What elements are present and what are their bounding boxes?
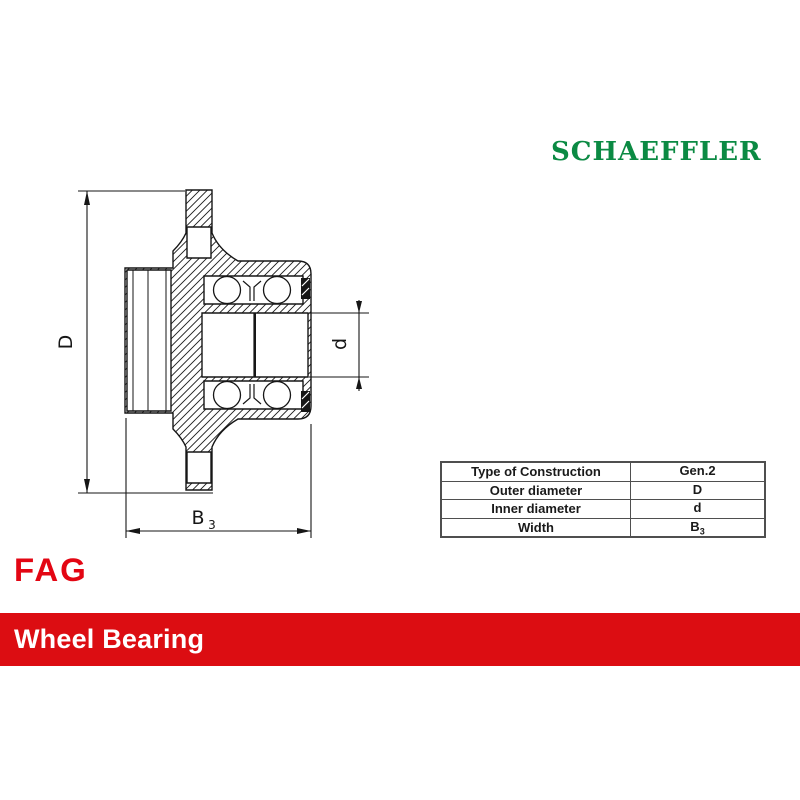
bore-joint-line: [253, 314, 256, 377]
schaeffler-logo: SCHAEFFLER: [551, 137, 762, 167]
spec-label: Type of Construction: [441, 462, 631, 481]
label-width: B: [191, 507, 205, 529]
bearing-balls: [214, 277, 291, 409]
spec-row-inner-diameter: [441, 500, 765, 519]
spec-table: [440, 461, 766, 538]
spec-table-container: [440, 461, 766, 538]
label-outer-diameter: D: [55, 334, 77, 350]
label-width-subscript: 3: [208, 518, 216, 532]
spec-value: D: [631, 481, 766, 500]
spec-row-construction: [441, 462, 765, 481]
product-banner: [0, 613, 800, 666]
product-title: Wheel Bearing: [14, 624, 205, 654]
label-inner-diameter: d: [329, 337, 351, 351]
cage-marks: [243, 281, 261, 404]
pilot-cylinder-lines: [133, 270, 166, 411]
spec-row-width: [441, 518, 765, 537]
fag-logo: FAG: [14, 551, 88, 588]
spec-label: Inner diameter: [441, 500, 631, 519]
spec-value: Gen.2: [631, 462, 766, 481]
spec-label: Width: [441, 518, 631, 537]
spec-value: d: [631, 500, 766, 519]
bearing-cross-section-drawing: [50, 170, 390, 550]
spec-row-outer-diameter: [441, 481, 765, 500]
spec-label: Outer diameter: [441, 481, 631, 500]
spec-value: $B_3$: [631, 518, 766, 537]
hub-silhouette: [125, 190, 311, 490]
